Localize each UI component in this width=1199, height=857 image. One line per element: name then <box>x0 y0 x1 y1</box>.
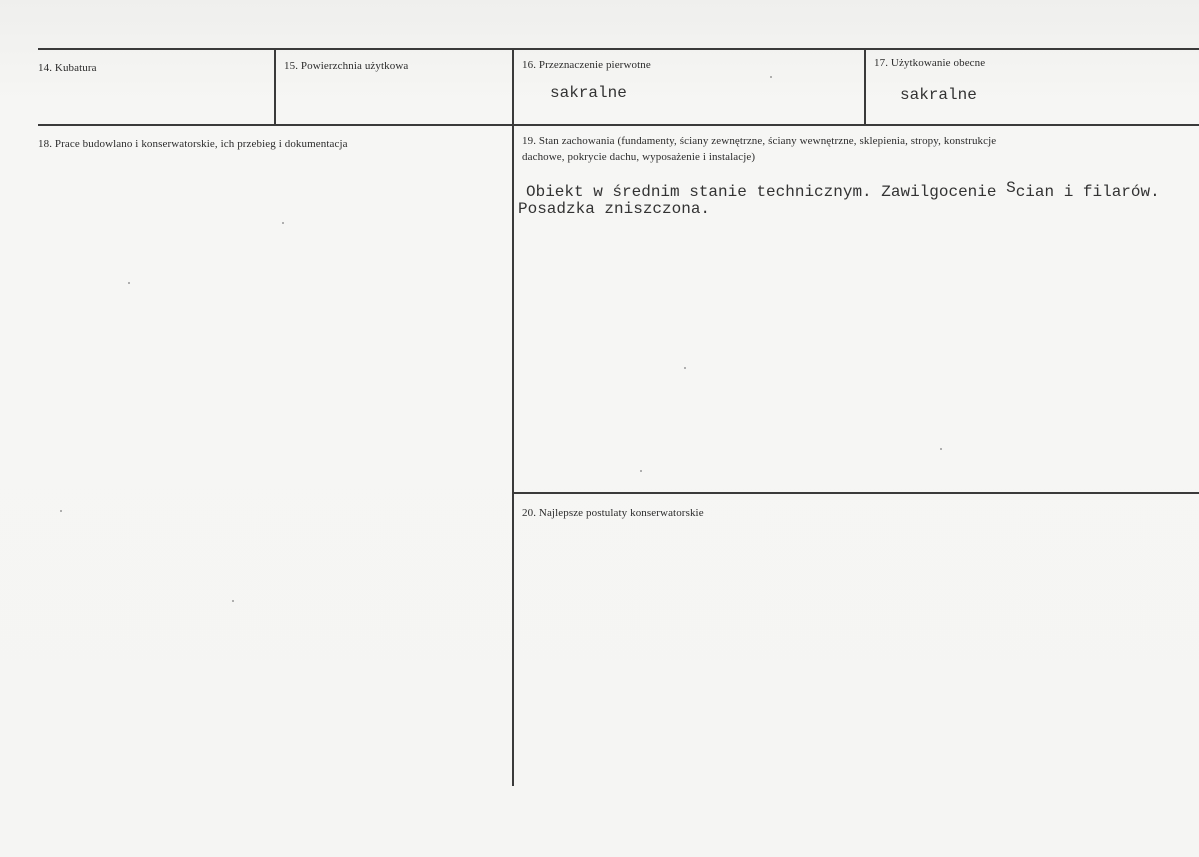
field-14-label: 14. Kubatura <box>38 62 97 74</box>
section-divider <box>512 492 1199 494</box>
field-19-value-part-b: cian i filarów. <box>1015 183 1160 201</box>
field-16-value: sakralne <box>550 84 627 102</box>
field-19-label-line-1: 19. Stan zachowania (fundamenty, ściany zewnętrzne, ściany wewnętrzne, sklepienia, stropy, konstrukcje <box>522 135 997 147</box>
field-17-value: sakralne <box>900 86 977 104</box>
row-divider <box>38 124 1199 126</box>
field-19-value-part-a: Obiekt w średnim stanie technicznym. Zawilgocenie <box>526 183 1007 201</box>
scan-speck <box>640 470 642 472</box>
field-19-value-line-1 <box>526 179 1160 201</box>
field-20-label: 20. Najlepsze postulaty konserwatorskie <box>522 507 704 519</box>
field-19-value-superscript: S <box>1006 179 1016 197</box>
field-18-label: 18. Prace budowlano i konserwatorskie, ich przebieg i dokumentacja <box>38 138 348 150</box>
scan-speck <box>940 448 942 450</box>
scan-speck <box>128 282 130 284</box>
top-border <box>38 48 1199 50</box>
field-19-label-line-2: dachowe, pokrycie dachu, wyposażenie i instalacje) <box>522 151 756 163</box>
field-15-label: 15. Powierzchnia użytkowa <box>284 60 409 72</box>
column-divider-3 <box>864 48 866 126</box>
scan-speck <box>684 367 686 369</box>
column-divider-1 <box>274 48 276 126</box>
scan-speck <box>60 510 62 512</box>
field-17-label: 17. Użytkowanie obecne <box>874 57 986 69</box>
scan-speck <box>232 600 234 602</box>
scan-speck <box>770 76 772 78</box>
field-19-value-line-2: Posadzka zniszczona. <box>518 200 711 218</box>
field-16-label: 16. Przeznaczenie pierwotne <box>522 59 651 71</box>
column-divider-2 <box>512 48 514 786</box>
scan-speck <box>282 222 284 224</box>
